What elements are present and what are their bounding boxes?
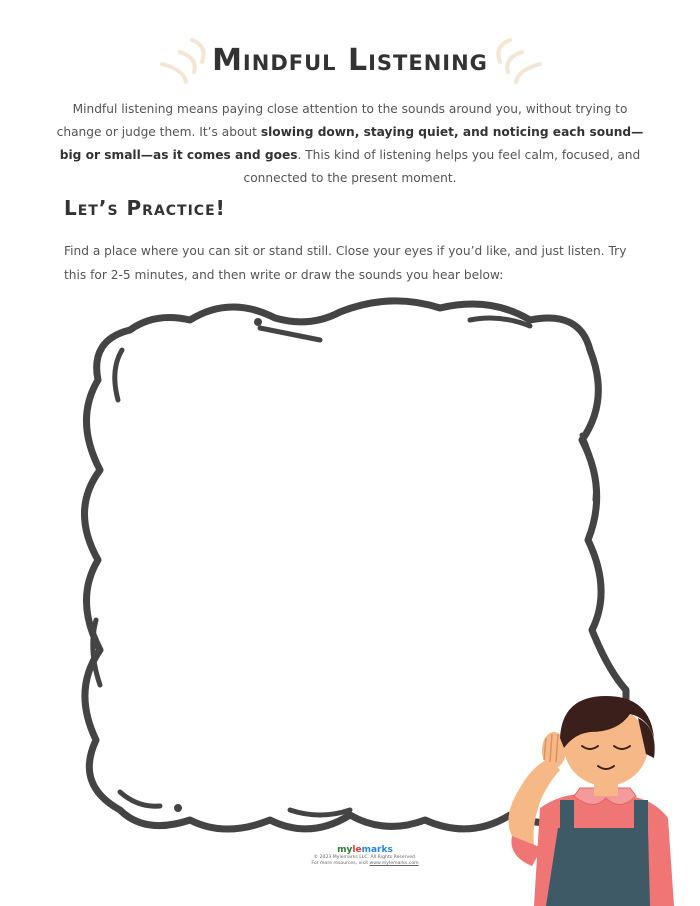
logo-part-2: le	[352, 845, 362, 855]
resources-link[interactable]: www.mylemarks.com	[369, 861, 419, 866]
resources-prefix: For more resources, visit	[311, 861, 370, 866]
child-listening-illustration	[498, 688, 700, 906]
practice-instructions: Find a place where you can sit or stand still. Close your eyes if you’d like, and just listen. Try this for 2-5 minutes, and then write or draw the sounds you hear below:	[64, 244, 627, 282]
intro-paragraph	[50, 98, 650, 190]
logo-part-3: marks	[361, 845, 393, 855]
intro-text-1: Mindful listening means paying close attention to the sounds around you, without trying to change or judge them. It’s about	[56, 102, 628, 139]
sound-waves-right-icon	[494, 36, 544, 86]
copyright-text: © 2023 Mylemarks LLC. All Rights Reserved.	[313, 855, 417, 860]
intro-text-2: . This kind of listening helps you feel calm, focused, and connected to the present moment.	[243, 148, 641, 185]
intro-bold-text: slowing down, staying quiet, and noticing each sound—big or small—as it comes and goes	[59, 125, 644, 162]
practice-heading: Let’s Practice!	[64, 196, 226, 220]
footer	[300, 845, 430, 867]
page-title: Mindful Listening	[212, 43, 488, 78]
resources-line	[300, 861, 430, 867]
title-area	[0, 36, 700, 86]
logo-part-1: my	[337, 845, 353, 855]
mylemarks-logo	[300, 845, 430, 855]
